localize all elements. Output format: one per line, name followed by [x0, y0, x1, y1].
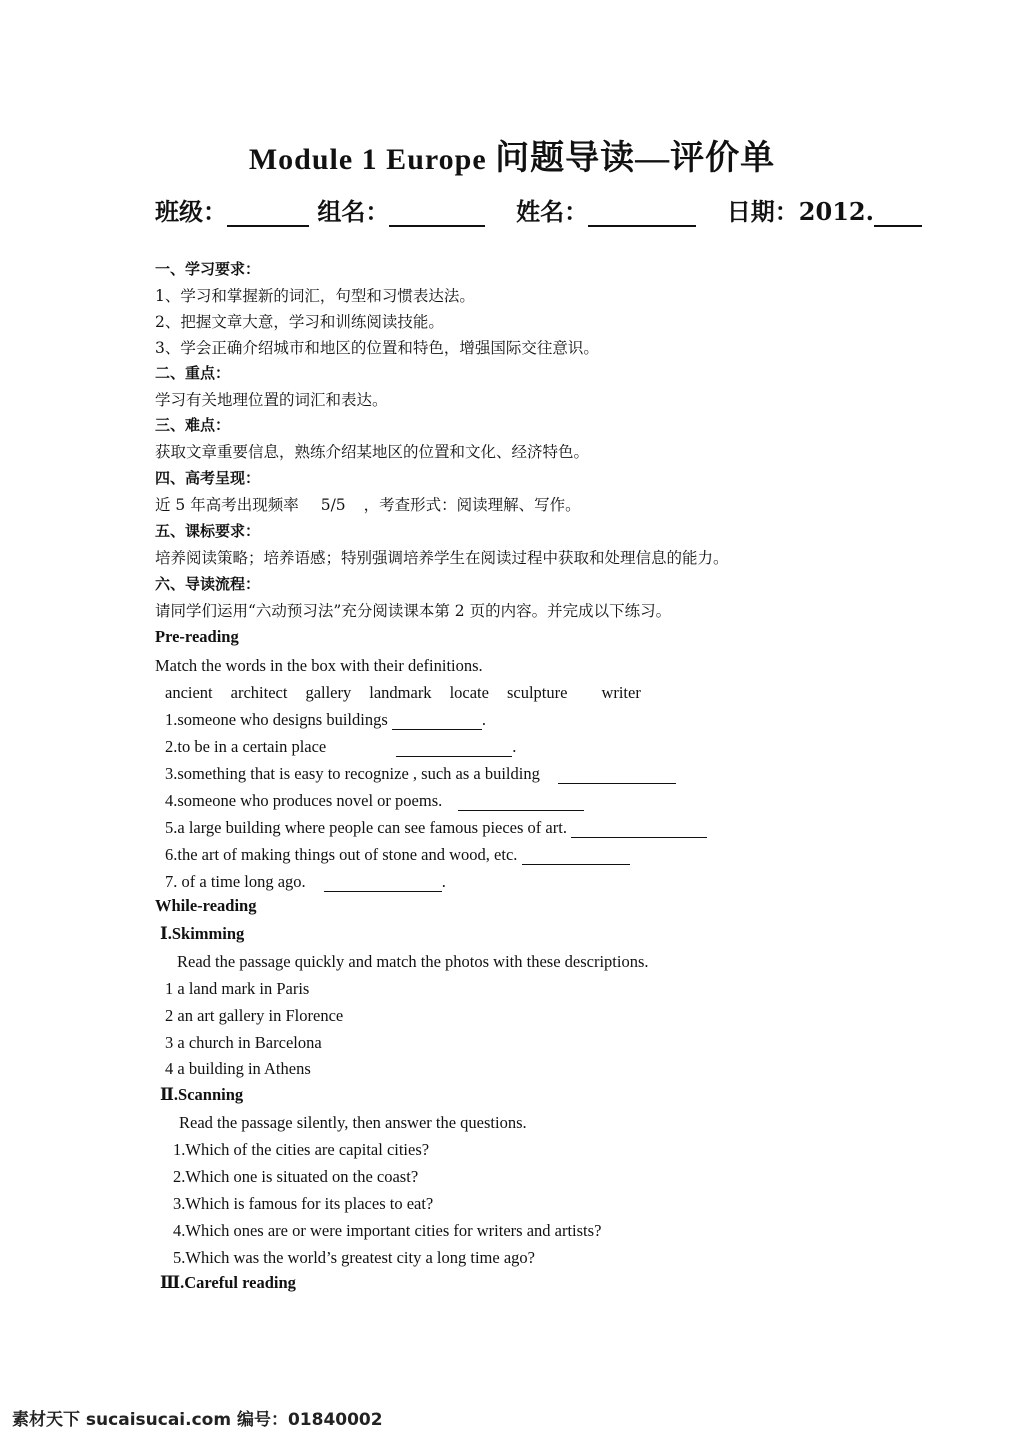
word-box — [165, 683, 659, 703]
answer-blank[interactable] — [571, 821, 707, 838]
definition-item — [165, 845, 630, 865]
name-label: 姓名： — [516, 197, 589, 226]
word-item: locate — [449, 683, 489, 702]
scanning-instruction: Read the passage silently, then answer the questions. — [179, 1113, 527, 1132]
definition-item — [165, 764, 676, 784]
requirement-item: 2、把握文章大意，学习和训练阅读技能。 — [155, 313, 444, 331]
skimming-instruction: Read the passage quickly and match the photos with these descriptions. — [177, 952, 649, 971]
definition-text: 2.to be in a certain place — [165, 737, 327, 756]
definition-text: 4.someone who produces novel or poems. — [165, 791, 443, 810]
skimming-heading: Ⅰ.Skimming — [160, 924, 245, 943]
answer-blank[interactable] — [522, 848, 630, 865]
curriculum-text: 培养阅读策略；培养语感；特别强调培养学生在阅读过程中获取和处理信息的能力。 — [155, 549, 729, 567]
exam-frequency-line — [155, 493, 581, 515]
exam-text-b: ，考查形式：阅读理解、写作。 — [363, 496, 581, 514]
definition-item: 1.someone who designs buildings . — [165, 710, 486, 729]
skimming-item: 1 a land mark in Paris — [165, 979, 310, 998]
date-blank[interactable] — [874, 203, 922, 227]
title-english: Module 1 Europe — [248, 143, 496, 176]
student-info-line — [155, 192, 875, 227]
definition-item — [165, 818, 707, 838]
answer-blank[interactable] — [458, 794, 584, 811]
requirement-item: 1、学习和掌握新的词汇，句型和习惯表达法。 — [155, 287, 475, 305]
section-3-heading: 三、难点： — [155, 416, 231, 434]
scanning-question: 2.Which one is situated on the coast? — [173, 1167, 419, 1186]
class-label: 班级： — [155, 197, 227, 226]
word-item: gallery — [305, 683, 352, 702]
skimming-item: 3 a church in Barcelona — [165, 1033, 322, 1052]
skimming-item: 2 an art gallery in Florence — [165, 1006, 344, 1025]
section-1-heading: 一、学习要求： — [155, 260, 261, 278]
section-2-heading: 二、重点： — [155, 364, 231, 382]
word-item: architect — [230, 683, 288, 702]
date-label: 日期：2012. — [726, 197, 874, 226]
definition-text: 7. of a time long ago. — [165, 872, 306, 891]
group-label: 组名： — [317, 197, 390, 226]
word-item: sculpture — [506, 683, 568, 702]
word-item: ancient — [165, 683, 213, 702]
definition-text: 5.a large building where people can see famous pieces of art. — [165, 818, 567, 837]
word-item: landmark — [369, 683, 432, 702]
skimming-item: 4 a building in Athens — [165, 1059, 311, 1078]
key-point-text: 学习有关地理位置的词汇和表达。 — [155, 391, 388, 409]
exam-text-a: 近 5 年高考出现频率 — [155, 496, 299, 514]
section-5-heading: 五、课标要求： — [155, 522, 261, 540]
definition-text: 3.something that is easy to recognize , such as a building — [165, 764, 540, 783]
answer-blank[interactable] — [558, 767, 676, 784]
procedure-text: 请同学们运用“六动预习法”充分阅读课本第 2 页的内容。并完成以下练习。 — [155, 602, 672, 620]
scanning-heading: Ⅱ.Scanning — [160, 1085, 244, 1104]
name-blank[interactable] — [588, 203, 696, 227]
difficulty-text: 获取文章重要信息，熟练介绍某地区的位置和文化、经济特色。 — [155, 443, 590, 461]
page-title — [0, 130, 1024, 179]
scanning-question: 1.Which of the cities are capital cities? — [173, 1140, 430, 1159]
answer-blank[interactable] — [392, 713, 482, 730]
section-4-heading: 四、高考呈现： — [155, 469, 261, 487]
class-blank[interactable] — [227, 203, 309, 227]
requirement-item: 3、学会正确介绍城市和地区的位置和特色，增强国际交往意识。 — [155, 339, 599, 357]
definition-item: 7. of a time long ago. . — [165, 872, 446, 891]
scanning-question: 5.Which was the world’s greatest city a long time ago? — [173, 1248, 535, 1267]
title-chinese: 问题导读—评价单 — [495, 140, 776, 177]
answer-blank[interactable] — [396, 740, 512, 757]
scanning-question: 3.Which is famous for its places to eat? — [173, 1194, 434, 1213]
pre-reading-heading: Pre-reading — [155, 627, 239, 646]
definition-item — [165, 791, 584, 811]
section-6-heading: 六、导读流程： — [155, 575, 261, 593]
watermark: 素材天下 sucaisucai.com 编号：01840002 — [12, 1410, 383, 1430]
careful-reading-heading: Ⅲ.Careful reading — [160, 1273, 296, 1292]
word-item: writer — [601, 683, 641, 702]
exam-frequency: 5/5 — [320, 496, 346, 514]
scanning-question: 4.Which ones are or were important cities for writers and artists? — [173, 1221, 602, 1240]
while-reading-heading: While-reading — [155, 896, 257, 915]
answer-blank[interactable] — [324, 875, 442, 892]
pre-reading-instruction: Match the words in the box with their definitions. — [155, 656, 483, 675]
definition-text: 6.the art of making things out of stone and wood, etc. — [165, 845, 518, 864]
definition-item: 2.to be in a certain place . — [165, 737, 517, 756]
definition-text: 1.someone who designs buildings — [165, 710, 388, 729]
group-blank[interactable] — [389, 203, 485, 227]
